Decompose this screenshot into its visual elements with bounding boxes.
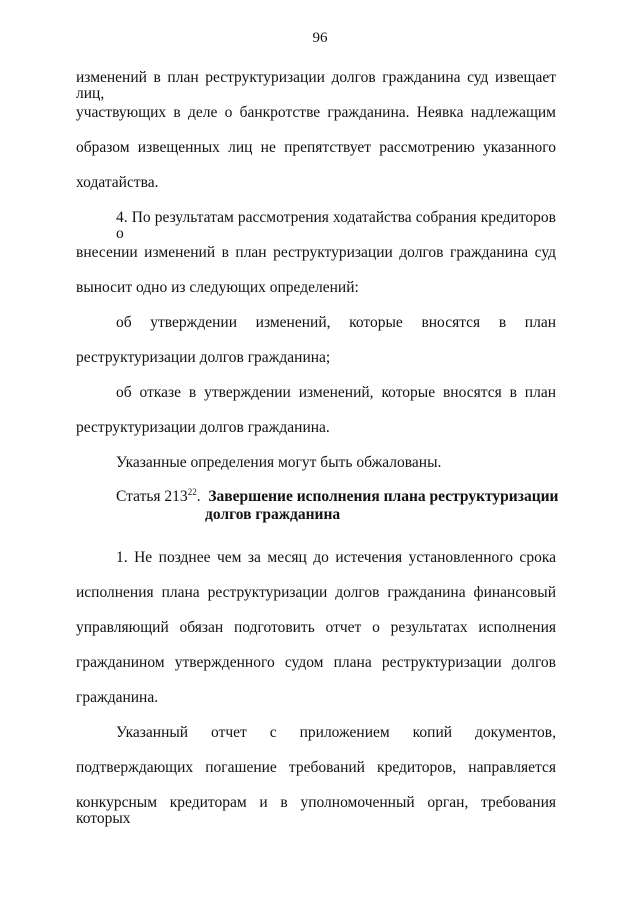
text-line: исполнения плана реструктуризации долгов гражданина финансовый xyxy=(76,584,556,601)
article-dot: . xyxy=(196,488,201,505)
text-line: внесении изменений в план реструктуризации долгов гражданина суд xyxy=(76,244,556,261)
text-line: реструктуризации долгов гражданина; xyxy=(76,349,331,366)
article-heading xyxy=(116,487,559,505)
article-number: Статья 213 xyxy=(116,488,188,505)
text-line: участвующих в деле о банкротстве гражданина. Неявка надлежащим xyxy=(76,104,556,121)
text-line: Указанный отчет с приложением копий документов, xyxy=(116,724,556,741)
text-line: образом извещенных лиц не препятствует рассмотрению указанного xyxy=(76,139,556,156)
text-line: гражданином утвержденного судом плана реструктуризации долгов xyxy=(76,654,556,671)
text-line: гражданина. xyxy=(76,689,159,706)
text-line: выносит одно из следующих определений: xyxy=(76,279,359,296)
text-line: изменений в план реструктуризации долгов гражданина суд извещает лиц, xyxy=(76,69,556,102)
text-line: подтверждающих погашение требований кредиторов, направляется xyxy=(76,759,556,776)
article-title: Завершение исполнения плана реструктуризации xyxy=(208,488,559,505)
text-line: конкурсным кредиторам и в уполномоченный орган, требования которых xyxy=(76,794,556,827)
text-line: об утверждении изменений, которые вносятся в план xyxy=(116,314,556,331)
text-line: об отказе в утверждении изменений, которые вносятся в план xyxy=(116,384,556,401)
text-line: Указанные определения могут быть обжалованы. xyxy=(116,454,442,471)
text-line: управляющий обязан подготовить отчет о результатах исполнения xyxy=(76,619,556,636)
text-line: ходатайства. xyxy=(76,174,159,191)
text-line: 1. Не позднее чем за месяц до истечения установленного срока xyxy=(116,549,556,566)
text-line: 4. По результатам рассмотрения ходатайства собрания кредиторов о xyxy=(116,209,556,242)
page-number: 96 xyxy=(312,30,328,46)
text-line: реструктуризации долгов гражданина. xyxy=(76,419,330,436)
article-superscript: 22 xyxy=(187,487,197,497)
article-title-continued: долгов гражданина xyxy=(205,506,341,523)
